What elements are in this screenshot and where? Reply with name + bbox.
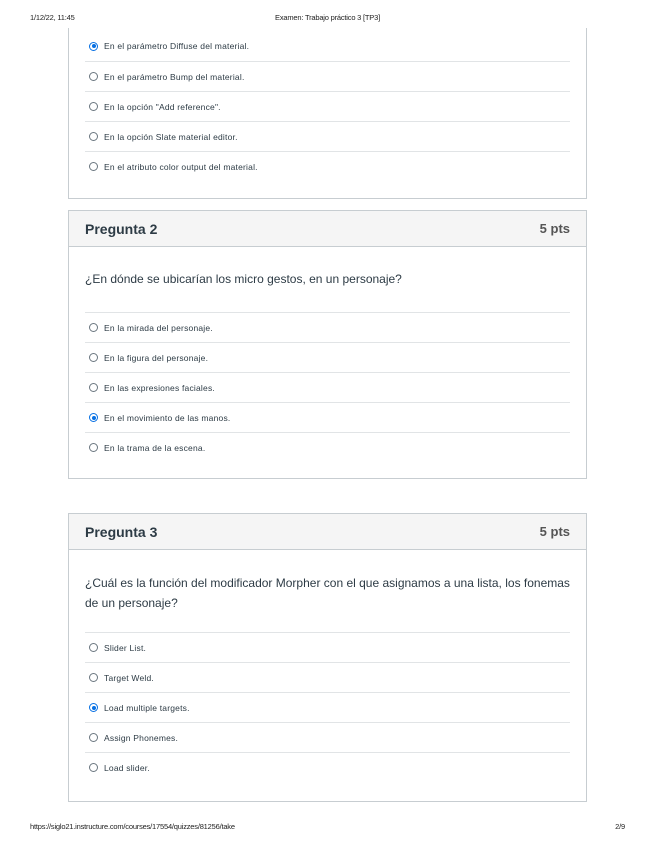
answer-label: En el atributo color output del material.	[104, 161, 258, 172]
radio-button-icon[interactable]	[89, 383, 98, 392]
answer-label: En la figura del personaje.	[104, 352, 209, 363]
answer-label: En el parámetro Diffuse del material.	[104, 41, 250, 51]
question-points: 5 pts	[539, 221, 570, 236]
answer-label: Load multiple targets.	[104, 702, 190, 713]
print-date: 1/12/22, 11:45	[30, 13, 75, 22]
answer-label: En el movimiento de las manos.	[104, 412, 231, 423]
question-card-2	[68, 210, 587, 479]
radio-button-icon[interactable]	[89, 42, 98, 51]
radio-button-icon[interactable]	[89, 353, 98, 362]
answer-option[interactable]	[85, 662, 570, 692]
question-text: ¿En dónde se ubicarían los micro gestos, en un personaje?	[85, 272, 402, 286]
question-card-3	[68, 513, 587, 802]
radio-button-icon[interactable]	[89, 132, 98, 141]
radio-button-icon[interactable]	[89, 72, 98, 81]
answer-label: Load slider.	[104, 762, 150, 773]
print-page-number: 2/9	[615, 822, 625, 831]
answer-label: Target Weld.	[104, 672, 154, 683]
answer-option[interactable]	[85, 91, 570, 121]
print-url: https://siglo21.instructure.com/courses/17554/quizzes/81256/take	[30, 822, 235, 831]
question-header	[69, 211, 586, 247]
answer-option[interactable]	[85, 752, 570, 782]
answer-label: En las expresiones faciales.	[104, 382, 215, 393]
answer-label: En el parámetro Bump del material.	[104, 71, 245, 82]
answer-option[interactable]	[85, 342, 570, 372]
answer-label: En la opción "Add reference".	[104, 101, 221, 112]
radio-button-icon[interactable]	[89, 733, 98, 742]
radio-button-icon[interactable]	[89, 673, 98, 682]
radio-button-icon[interactable]	[89, 162, 98, 171]
answer-list	[85, 632, 570, 782]
answer-option[interactable]	[85, 632, 570, 662]
print-footer	[30, 822, 625, 834]
radio-button-icon[interactable]	[89, 703, 98, 712]
answer-label: Slider List.	[104, 642, 147, 653]
answer-option[interactable]	[85, 151, 570, 181]
radio-button-icon[interactable]	[89, 763, 98, 772]
print-title: Examen: Trabajo práctico 3 [TP3]	[275, 13, 380, 22]
radio-button-icon[interactable]	[89, 102, 98, 111]
radio-button-icon[interactable]	[89, 323, 98, 332]
question-title: Pregunta 3	[85, 523, 158, 540]
radio-button-icon[interactable]	[89, 443, 98, 452]
answer-option[interactable]	[85, 121, 570, 151]
radio-button-icon[interactable]	[89, 413, 98, 422]
answer-option[interactable]	[85, 312, 570, 342]
answer-option[interactable]	[85, 402, 570, 432]
question-title: Pregunta 2	[85, 220, 158, 237]
question-points: 5 pts	[539, 524, 570, 539]
answer-list	[85, 312, 570, 462]
answer-label: En la mirada del personaje.	[104, 322, 213, 333]
answer-option[interactable]	[85, 432, 570, 462]
print-header	[30, 13, 625, 25]
question-card-1	[68, 28, 587, 199]
answer-label: En la opción Slate material editor.	[104, 131, 238, 142]
answer-option[interactable]	[85, 61, 570, 91]
question-header	[69, 514, 586, 550]
radio-button-icon[interactable]	[89, 643, 98, 652]
answer-label: Assign Phonemes.	[104, 732, 179, 743]
answer-label: En la trama de la escena.	[104, 442, 206, 453]
answer-option[interactable]	[85, 31, 570, 61]
question-text: ¿Cuál es la función del modificador Morpher con el que asignamos a una lista, los fonemas de un personaje?	[85, 576, 570, 610]
answer-option[interactable]	[85, 372, 570, 402]
answer-list	[85, 31, 570, 181]
answer-option[interactable]	[85, 722, 570, 752]
answer-option[interactable]	[85, 692, 570, 722]
